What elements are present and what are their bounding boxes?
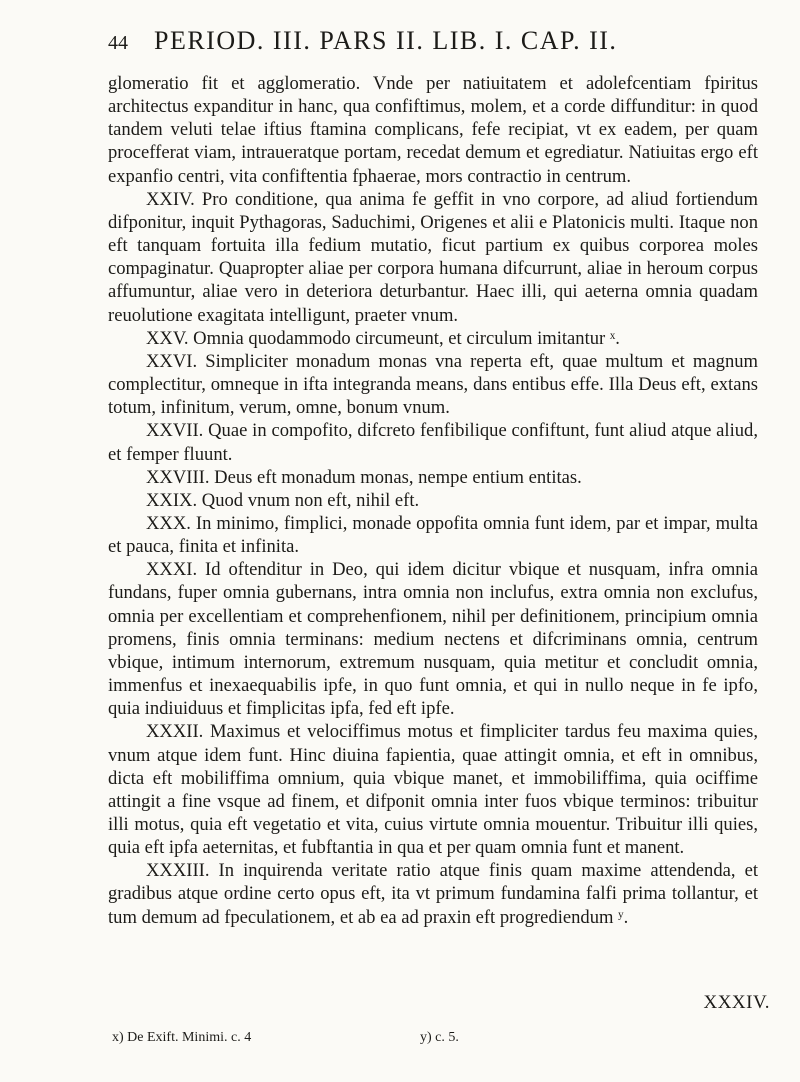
paragraph: glomeratio fit et agglomeratio. Vnde per natiuitatem et adolefcentiam fpiritus architectus expanditur in hanc, qua confiftimus, molem, et a corde diffunditur: in quod tandem veluti telae iftius ftamina complicans, fefe recipiat, vt ex eadem, per quam procefferat viam, intraueratque portam, recedat demum et egrediatur. Natiuitas ergo eft expanfio centri, vita confiftentia fphaerae, mors contractio in centrum. <box>108 73 758 187</box>
paragraph: XXXII. Maximus et velociffimus motus et fimpliciter tardus feu maxima quies, vnum atque idem funt. Hinc diuina fapientia, quae attingit omnia, et eft in omnibus, dicta eft mobiliffima omnium, quia vbique manet, et immobiliffima, quia ociffime attingit a fine vsque ad finem, et difponit omnia inter fuos vbique terminos: tribuitur illi motus, quia eft vegetatio et vita, cuius virtute omnia mouentur. Tribuitur illi quies, quia eft ipfa aeternitas, et fubftantia in qua et per quam omnia funt et manent. <box>108 721 758 859</box>
running-head: PERIOD. III. PARS II. LIB. I. CAP. II. <box>154 26 618 55</box>
paragraph: XXIV. Pro conditione, qua anima fe geffit in vno corpore, ad aliud fortiendum difponitur, inquit Pythagoras, Saduchimi, Origenes et alii e Platonicis multi. Itaque non eft tanquam fortuita illa fedium mutatio, ficut partium ex quibus corporea moles compaginatur. Quapropter aliae per corpora humana difcurrunt, aliae in heroum corpus affumuntur, aliae vero in deteriora deturbantur. Haec illi, qui aeterna omnia quadam reuolutione exagitata intelligunt, praeter vnum. <box>108 188 758 326</box>
paragraph: XXV. Omnia quodammodo circumeunt, et circulum imitantur ˣ. <box>146 327 620 349</box>
paragraph: XXXI. Id oftenditur in Deo, qui idem dicitur vbique et nusquam, infra omnia fundans, fuper omnia gubernans, intra omnia non inclufus, extra omnia non exclufus, omnia per excellentiam et comprehenfionem, nihil per definitionem, principium omnia promens, finis omnia terminans: medium nectens et difcriminans omnia, centrum vbique, intimum internorum, extremum nusquam, quia metitur et concludit omnia, immenfus et inexaequabilis ipfe, in quo funt omnia, et qui in nullo neque in fe ipfo, quia indiuiduus et fimplicitas ipfa, fed eft ipfe. <box>108 559 758 720</box>
paragraph: XXX. In minimo, fimplici, monade oppofita omnia funt idem, par et impar, multa et pauca, finita et infinita. <box>108 512 758 558</box>
page-header <box>108 26 748 66</box>
paragraph: XXIX. Quod vnum non eft, nihil eft. <box>146 489 420 511</box>
paragraph: XXVIII. Deus eft monadum monas, nempe entium entitas. <box>146 466 582 488</box>
paragraph: XXVI. Simpliciter monadum monas vna reperta eft, quae multum et magnum complectitur, omneque in ifta integranda means, dans entibus effe. Illa Deus eft, extans totum, infinitum, verum, omne, bonum vnum. <box>108 350 758 419</box>
catchword: XXXIV. <box>703 992 770 1013</box>
paragraph: XXXIII. In inquirenda veritate ratio atque finis quam maxime attendenda, et gradibus atque ordine certo opus eft, ita vt primum fundamina falfi prima tollantur, et tum demum ad fpeculationem, et ab ea ad praxin eft progrediendum ʸ. <box>108 860 758 928</box>
body-text <box>108 72 758 929</box>
footnote-x: x) De Exift. Minimi. c. 4 <box>112 1030 252 1045</box>
paragraph: XXVII. Quae in compofito, difcreto fenfibilique confiftunt, funt aliud atque aliud, et femper fluunt. <box>108 420 758 465</box>
page-number: 44 <box>108 32 128 54</box>
footnote-y: y) c. 5. <box>420 1030 459 1045</box>
